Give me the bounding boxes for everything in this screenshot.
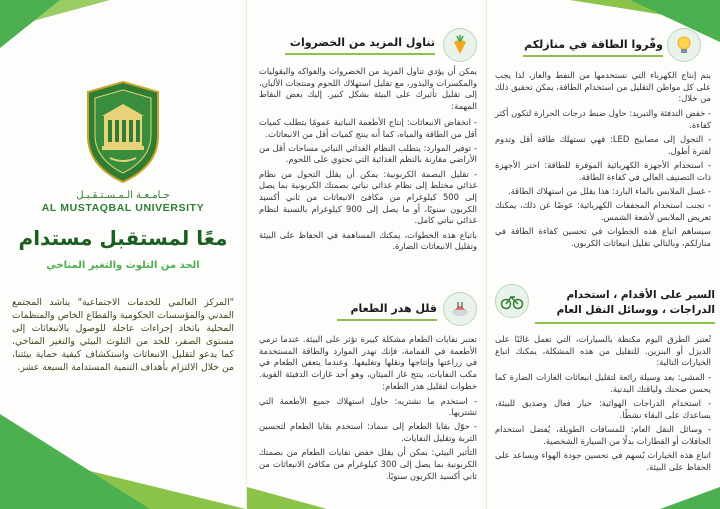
- brochure-title: معًا لمستقبل مستدام: [18, 226, 228, 250]
- energy-bullet: - التحول إلى مصابيح LED: فهي تستهلك طاقة أقل وتدوم لفترة أطول.: [495, 134, 711, 157]
- transport-bullet: - وسائل النقل العام: للمسافات الطويلة، يُفضل استخدام الحافلات أو القطارات بدلًا من السيارة الشخصية.: [495, 424, 711, 447]
- university-seal-icon: [82, 78, 164, 186]
- cover-panel: [0, 0, 246, 509]
- section-heading-transport: [535, 288, 715, 318]
- transport-bullet: - المشي: يعد وسيلة رائعة لتقليل انبعاثات الغازات الضارة كما يحسن صحتك ولياقتك البدنية.: [495, 372, 711, 395]
- right-panel: [486, 0, 720, 509]
- energy-section-text: [495, 70, 711, 249]
- intro-paragraph: "المركز العالمي للخدمات الاجتماعية" يناشد المجتمع المدني والمؤسسات الحكومية والقطاع الخاص والمنظمات المحلية باتخاذ إجراءات عاجلة للوصول بالانبعاثات إلى مستوى الصفر، للحد من التلوث البيئي والتغير المناخي. كما يدعو لتقليل الانبعاثات واستكشاف كيفية حماية بيئتنا، من خلال الالتزام بأهداف التنمية المستدامة السبعة عشر.: [12, 297, 234, 373]
- food-waste-closing: التأثير البيئي: يمكن أن يقلل خفض نفايات الطعام من بصمتك الكربونية بما يصل إلى 300 كيلوغرام من مكافئ الانبعاثات من ثاني أكسيد الكربون سنويًا.: [259, 447, 477, 481]
- transport-section-text: [495, 334, 711, 473]
- section-heading-energy: وفّروا الطاقة في منازلكم: [524, 38, 663, 51]
- bicycle-icon: [495, 284, 529, 318]
- transport-bullet: - استخدام الدراجات الهوائية: خيار فعال وصديق للبيئة، يساعدك على البقاء نشطًا.: [495, 398, 711, 421]
- heading-underline: [535, 322, 715, 324]
- section-heading-food-waste: قلل هدر الطعام: [350, 302, 437, 315]
- transport-heading-line: السير على الأقدام ، استخدام: [566, 289, 715, 301]
- transport-heading-line: الدراجات ، ووسائل النقل العام: [556, 304, 715, 316]
- university-name-english: AL MUSTAQBAL UNIVERSITY: [41, 202, 205, 214]
- light-bulb-icon: [667, 28, 701, 62]
- section-heading-vegetables: تناول المزيد من الخضروات: [289, 36, 435, 49]
- decor-corner: [0, 414, 150, 509]
- heading-underline: [337, 319, 437, 321]
- heading-underline: [523, 55, 663, 57]
- vegetables-icon: [443, 28, 477, 62]
- food-waste-bullet: - استخدم ما تشتريه: حاول استهلاك جميع الأطعمة التي تشتريها.: [259, 396, 477, 419]
- energy-intro: يتم إنتاج الكهرباء التي نستخدمها من النفط والغاز، لذا يجب على كل مواطن التقليل من استخدام الطاقة، يمكن تحقيق ذلك من خلال:: [495, 70, 711, 104]
- vegetables-section-text: [259, 66, 477, 253]
- vegetables-intro: يمكن أن يؤدي تناول المزيد من الخضروات والفواكه والبقوليات والمكسرات والبذور، مع تقليل استهلاك اللحوم ومنتجات الألبان، إلى تقليل تأثيرك على البيئة بشكل كبير. إليك بعض النقاط المهمة:: [259, 66, 477, 112]
- vegetables-closing: باتباع هذه الخطوات، يمكنك المساهمة في الحفاظ على البيئة وتقليل الانبعاثات الضارة.: [259, 229, 477, 252]
- energy-bullet: - استخدام الأجهزة الكهربائية الموفرة للطاقة: اختر الأجهزة ذات التصنيف العالي في كفاءة الطاقة.: [495, 160, 711, 183]
- food-waste-intro: تعتبر نفايات الطعام مشكلة كبيرة تؤثر على البيئة. عندما ترمي الأطعمة في القمامة، فإنك تهدر الموارد والطاقة المستخدمة في زراعتها وإنتاجها ونقلها وتغليفها. وعندما يتعفن الطعام في مكب النفايات، ينتج غاز الميثان، وهو أحد غازات الدفيئة القوية. خطوات لتقليل هدر الطعام:: [259, 334, 477, 391]
- energy-bullet: - غسل الملابس بالماء البارد: هذا يقلل من استهلاك الطاقة.: [495, 186, 711, 198]
- heading-underline: [285, 53, 435, 55]
- university-name-arabic: جـامـعـة الـمـسـتـقـبـل: [76, 190, 170, 201]
- energy-bullet: - تجنب استخدام المجففات الكهربائية: عوضًا عن ذلك، يمكنك تعريض الملابس لأشعة الشمس.: [495, 200, 711, 223]
- food-waste-bullet: - حوّل بقايا الطعام إلى سماد: استخدم بقايا الطعام لتحسين التربة وتقليل النفايات.: [259, 421, 477, 444]
- energy-bullet: - خفض التدفئة والتبريد: حاول ضبط درجات الحرارة لتكون أكثر كفاءة.: [495, 108, 711, 131]
- decor-corner: [0, 0, 60, 48]
- middle-panel: [246, 0, 486, 509]
- vegetables-bullet: - تقليل البصمة الكربونية: يمكن أن يقلل التحول من نظام غذائي مختلط إلى نظام غذائي نباتي بصمتك الكربونية بما يصل إلى 500 كيلوغرام من مكافئ الانبعاثات من ثاني أكسيد الكربون سنويًا، أو ما يصل إلى 900 كيلوغرام بالنسبة لنظام غذائي نباتي كامل.: [259, 169, 477, 228]
- decor-corner: [247, 487, 327, 509]
- vegetables-bullet: - توفير الموارد: يتطلب النظام الغذائي النباتي مساحات أقل من الأراضي مقارنة بالنظم الغذائية التي تحتوي على اللحوم.: [259, 143, 477, 166]
- energy-closing: سيساهم اتباع هذه الخطوات في تحسين كفاءة الطاقة في منازلكم، وبالتالي تقليل انبعاثات الكربون.: [495, 225, 711, 248]
- vegetables-bullet: - انخفاض الانبعاثات: إنتاج الأطعمة النباتية عمومًا يتطلب كميات أقل من الطاقة والمياه، كما أنه ينتج كميات أقل من الانبعاثات.: [259, 117, 477, 140]
- brochure-subtitle: الحد من التلوث والتغير المناخي: [46, 260, 200, 271]
- transport-closing: اتباع هذه الخيارات يُسهم في تحسين جودة الهواء ويساعد على الحفاظ على البيئة.: [495, 449, 711, 472]
- transport-intro: تُعتبر الطرق اليوم مكتظة بالسيارات، التي تعمل غالبًا على الديزل أو البنزين. للتقليل من هذه المشكلة، يمكنك اتباع الخيارات التالية:: [495, 334, 711, 368]
- decor-corner: [660, 487, 720, 509]
- food-waste-section-text: [259, 334, 477, 482]
- food-waste-icon: [443, 292, 477, 326]
